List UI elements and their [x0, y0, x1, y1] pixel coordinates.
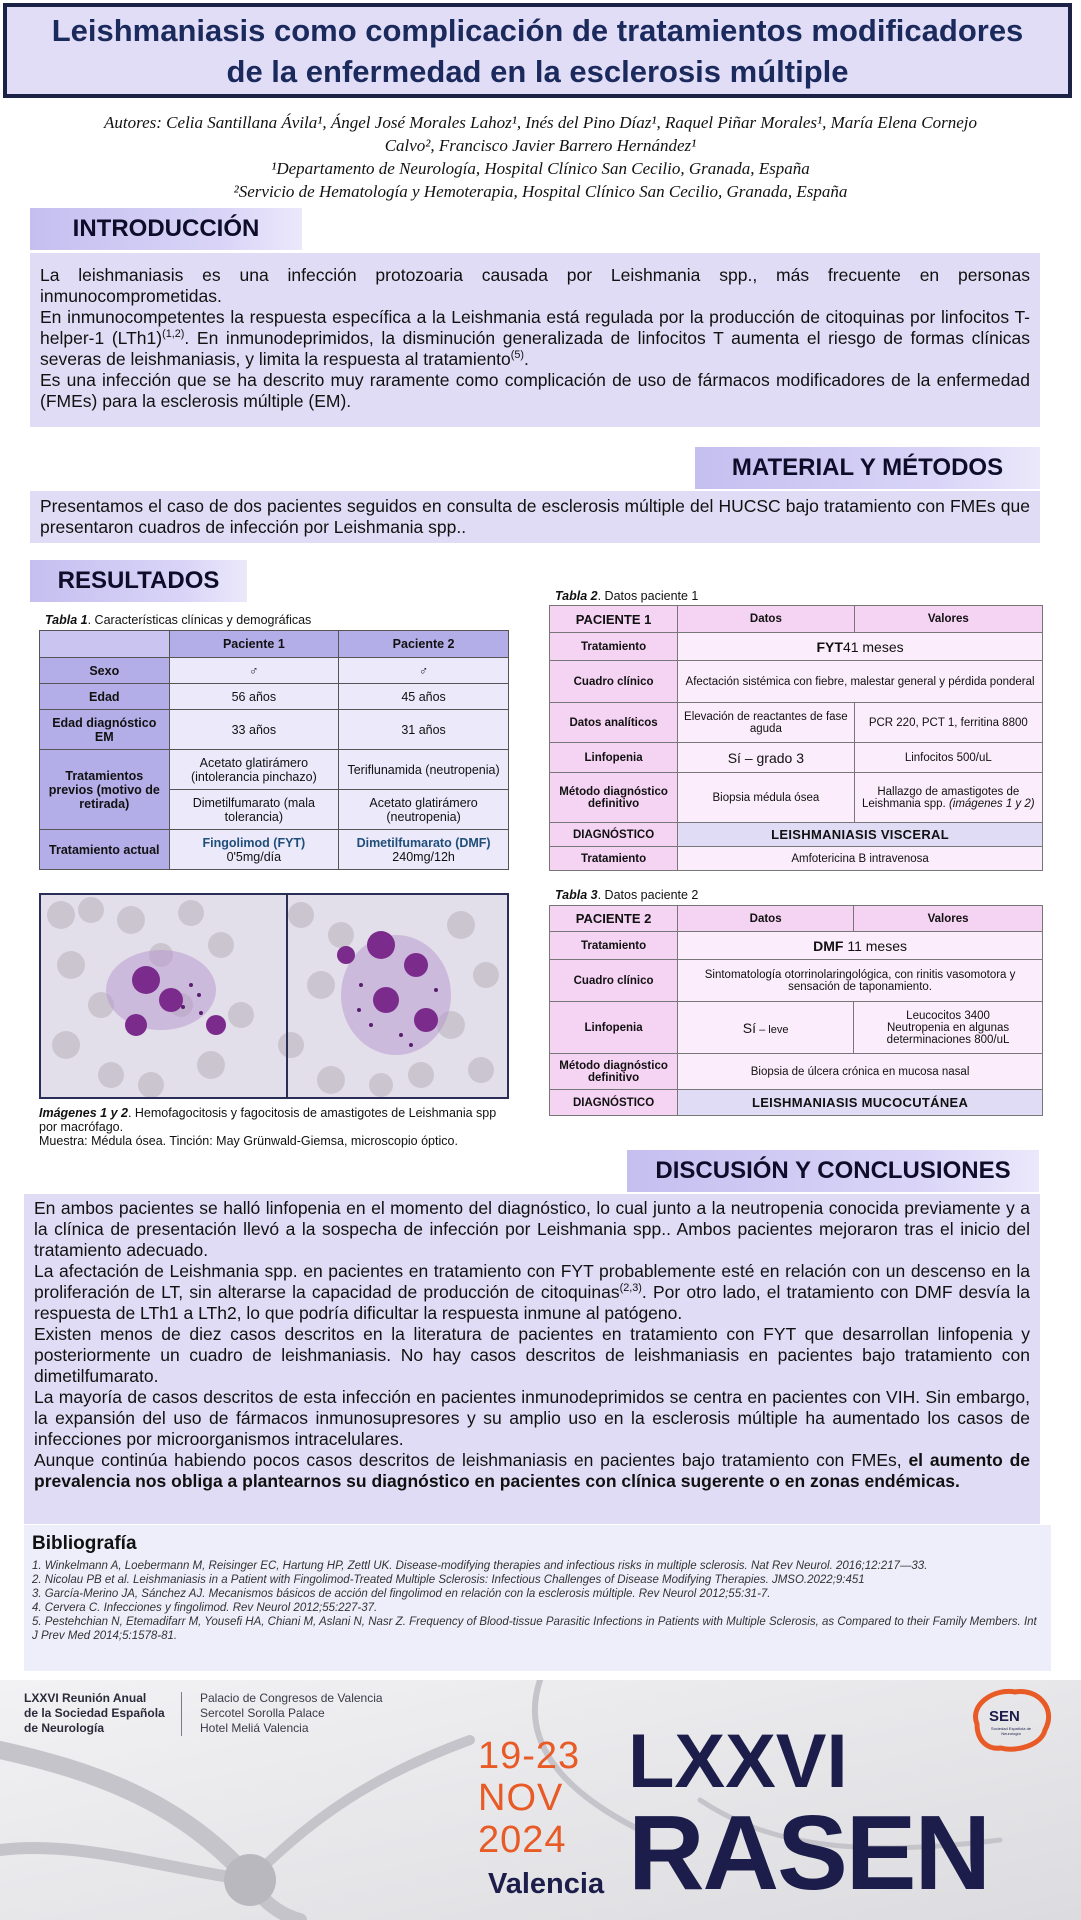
congress-footer [0, 1680, 1081, 1920]
cell: Biopsia de úlcera crónica en mucosa nasal [678, 1054, 1043, 1090]
cell: Sintomatología otorrinolaringológica, con rinitis vasomotora y sensación de taponamiento. [678, 960, 1043, 1002]
cell: LEISHMANIASIS MUCOCUTÁNEA [678, 1090, 1043, 1116]
cell: Valores [854, 906, 1043, 932]
methods-heading: MATERIAL Y MÉTODOS [695, 447, 1040, 489]
cell: 45 años [339, 684, 509, 710]
microscopy-images [39, 893, 509, 1099]
cell: Leucocitos 3400 Neutropenia en algunas determinaciones 800/uL [854, 1002, 1043, 1054]
cell: Biopsia médula ósea [678, 773, 854, 823]
cell: Dimetilfumarato (mala tolerancia) [169, 790, 339, 830]
microscopy-photo [41, 895, 507, 1097]
cell: Valores [854, 606, 1042, 633]
table-patient-1 [549, 605, 1043, 871]
cell: ♂ [169, 658, 339, 684]
table1-col-patient1: Paciente 1 [169, 631, 339, 658]
authors-line-1: Autores: Celia Santillana Ávila¹, Ángel José Morales Lahoz¹, Inés del Pino Díaz¹, Raquel Piñar Morales¹, María Elena Cornejo [104, 113, 977, 132]
cell: Amfotericina B intravenosa [678, 847, 1043, 871]
methods-body: Presentamos el caso de dos pacientes seguidos en consulta de esclerosis múltiple del HUCSC bajo tratamiento con FMEs que presentaron cuadros de infección por Leishmania spp.. [30, 491, 1040, 543]
cell: Teriflunamida (neutropenia) [339, 750, 509, 790]
table1-caption: Tabla 1. Características clínicas y demográficas [45, 613, 312, 627]
bibliography [24, 1525, 1051, 1671]
sen-logo: SEN Sociedad Española de Neurología [965, 1686, 1055, 1758]
row-label: Cuadro clínico [550, 960, 678, 1002]
intro-p2: En inmunocompetentes la respuesta específica a la Leishmania está regulada por la producción de citoquinas por linfocitos T-helper-1 $(LTh1)^{(1,2)}$. En inmunodeprimidos, la disminución generalizada de linfocitos T aumenta el riesgo de formas clínicas severas de leishmaniasis, y limita la respuesta al tratamiento$^{(5)}$. [40, 307, 1030, 369]
venues: Palacio de Congresos de Valencia Sercotel Sorolla Palace Hotel Meliá Valencia [200, 1691, 383, 1735]
cell: LEISHMANIASIS VISCERAL [678, 823, 1043, 847]
congress-number: LXXVI [628, 1719, 848, 1804]
discussion-p2: La afectación de Leishmania spp. en pacientes en tratamiento con FYT probablemente esté en relación con un descenso en la proliferación de LT, sin alterarse la capacidad de producción de citoquinas$^{(2,3)}$. Por otro lado, el tratamiento con DMF desvía la respuesta de LTh1 a LTh2, lo que podría dificultar la respuesta inmune al patógeno. [34, 1261, 1030, 1323]
row-label: Cuadro clínico [550, 661, 678, 703]
affiliation-2: ²Servicio de Hematología y Hemoterapia, Hospital Clínico San Cecilio, Granada, España [233, 182, 848, 201]
cell: Sí – leve [678, 1002, 854, 1054]
intro-p3: Es una infección que se ha descrito muy raramente como complicación de uso de fármacos modificadores de la enfermedad (FMEs) para la esclerosis múltiple (EM). [40, 370, 1030, 411]
row-label: Método diagnóstico definitivo [550, 1054, 678, 1090]
row-label: Linfopenia [550, 1002, 678, 1054]
row-label-edad: Edad [40, 684, 170, 710]
reference: 1. Winkelmann A, Loebermann M, Reisinger EC, Hartung HP, Zettl UK. Disease-modifying therapies and infectious risks in multiple sclerosis. Nat Rev Neurol. 2016;12:217—33. [32, 1560, 928, 1572]
discussion-body [24, 1194, 1040, 1524]
images-caption: Imágenes 1 y 2. Hemofagocitosis y fagocitosis de amastigotes de Leishmania spp por macrófago. Muestra: Médula ósea. Tinción: May Grünwald-Giemsa, microscopio óptico. [39, 1106, 497, 1148]
row-label: Linfopenia [550, 743, 678, 773]
table-patient-2 [549, 905, 1043, 1116]
cell: Linfocitos 500/uL [854, 743, 1042, 773]
cell: 56 años [169, 684, 339, 710]
table2-header: PACIENTE 1 [550, 606, 678, 633]
intro-body [30, 253, 1040, 427]
intro-p1: La leishmaniasis es una infección protozoaria causada por Leishmania spp., más frecuente en personas inmunocomprometidas. [40, 265, 1030, 306]
title-line-2: de la enfermedad en la esclerosis múltiple [226, 53, 849, 89]
row-label: DIAGNÓSTICO [550, 1090, 678, 1116]
table-clinical-demographic [39, 630, 509, 870]
reference: 5. Pestehchian N, Etemadifarr M, Yousefi HA, Chiani M, Aslani N, Nasr Z. Frequency of Blood-tissue Parasitic Infections in Patients with Multiple Sclerosis, as Compared to their Family Members. Int J Prev Med 2014;5:1578-81. [32, 1616, 1037, 1642]
cell-actual-2: Dimetilfumarato (DMF) 240mg/12h [339, 830, 509, 870]
authors-block [20, 111, 1061, 203]
table3-caption: Tabla 3. Datos paciente 2 [555, 888, 699, 902]
reference: 2. Nicolau PB et al. Leishmaniasis in a Patient with Fingolimod-Treated Multiple Sclerosis: Infectious Challenges of Disease Modifying Therapies. JMSO.2022;9:451 [32, 1574, 865, 1586]
cell: FYT41 meses [678, 633, 1043, 661]
row-label: Tratamiento [550, 932, 678, 960]
discussion-p5: Aunque continúa habiendo pocos casos descritos de leishmaniasis en pacientes bajo tratamiento con FMEs, el aumento de prevalencia nos obliga a plantearnos su diagnóstico en pacientes con clínica sugerente o en zonas endémicas. [34, 1450, 1030, 1491]
congress-acronym: RASEN [628, 1794, 990, 1912]
cell: Acetato glatirámero (neutropenia) [339, 790, 509, 830]
discussion-p4: La mayoría de casos descritos de esta infección en pacientes inmunodeprimidos se centra en pacientes con VIH. Sin embargo, la expansión del uso de fármacos inmunosupresores y su amplio uso en la esclerosis múltiple ha aumentado los casos de infecciones por microorganismos intracelulares. [34, 1387, 1030, 1449]
row-label: Método diagnóstico definitivo [550, 773, 678, 823]
congress-city: Valencia [488, 1868, 605, 1900]
authors-line-2: Calvo², Francisco Javier Barrero Hernández¹ [384, 136, 697, 155]
cell: Datos [678, 606, 854, 633]
row-label-edad-dx: Edad diagnóstico EM [40, 710, 170, 750]
bibliography-heading: Bibliografía [32, 1533, 137, 1554]
congress-dates: 19-23 NOV 2024 [478, 1735, 581, 1861]
cell: DMF 11 meses [678, 932, 1043, 960]
cell: Datos [678, 906, 854, 932]
row-label-previos: Tratamientos previos (motivo de retirada) [40, 750, 170, 830]
reference: 4. Cervera C. Infecciones y fingolimod. Rev Neurol 2012;55:227-37. [32, 1602, 378, 1614]
cell: Elevación de reactantes de fase aguda [678, 703, 854, 743]
discussion-p1: En ambos pacientes se halló linfopenia en el momento del diagnóstico, lo cual junto a la neutropenia conocida previamente y a la clínica de presentación llevó a la sospecha de infección por Leishmania spp.. Ambos pacientes mejoraron tras el inicio del tratamiento adecuado. [34, 1198, 1030, 1260]
poster-title [3, 3, 1072, 98]
intro-heading: INTRODUCCIÓN [30, 208, 302, 250]
cell: PCR 220, PCT 1, ferritina 8800 [854, 703, 1042, 743]
meeting-name: LXXVI Reunión Anual de la Sociedad Española de Neurología [24, 1691, 165, 1735]
cell: Hallazgo de amastigotes de Leishmania spp. (imágenes 1 y 2) [854, 773, 1042, 823]
cell: ♂ [339, 658, 509, 684]
cell: 33 años [169, 710, 339, 750]
discussion-p3: Existen menos de diez casos descritos en la literatura de pacientes en tratamiento con FYT que desarrollan linfopenia y posteriormente un cuadro de leishmaniasis. No hay casos descritos de leishmaniasis en pacientes bajo tratamiento con dimetilfumarato. [34, 1324, 1030, 1386]
table1-col-patient2: Paciente 2 [339, 631, 509, 658]
cell: Sí – grado 3 [678, 743, 854, 773]
footer-divider [181, 1692, 182, 1736]
reference: 3. García-Merino JA, Sánchez AJ. Mecanismos básicos de acción del fingolimod en relación con la esclerosis múltiple. Rev Neurol 2012;55:31-7. [32, 1588, 771, 1600]
row-label: DIAGNÓSTICO [550, 823, 678, 847]
cell: Acetato glatirámero (intolerancia pinchazo) [169, 750, 339, 790]
row-label: Datos analíticos [550, 703, 678, 743]
row-label-sexo: Sexo [40, 658, 170, 684]
table3-header: PACIENTE 2 [550, 906, 678, 932]
title-line-1: Leishmaniasis como complicación de tratamientos modificadores [51, 12, 1024, 48]
cell-actual-1: Fingolimod (FYT) 0'5mg/día [169, 830, 339, 870]
affiliation-1: ¹Departamento de Neurología, Hospital Clínico San Cecilio, Granada, España [271, 159, 810, 178]
row-label: Tratamiento [550, 633, 678, 661]
row-label-actual: Tratamiento actual [40, 830, 170, 870]
row-label: Tratamiento [550, 847, 678, 871]
cell: Afectación sistémica con fiebre, malestar general y pérdida ponderal [678, 661, 1043, 703]
table2-caption: Tabla 2. Datos paciente 1 [555, 589, 699, 603]
discussion-heading: DISCUSIÓN Y CONCLUSIONES [627, 1150, 1039, 1192]
results-heading: RESULTADOS [30, 560, 247, 602]
cell: 31 años [339, 710, 509, 750]
